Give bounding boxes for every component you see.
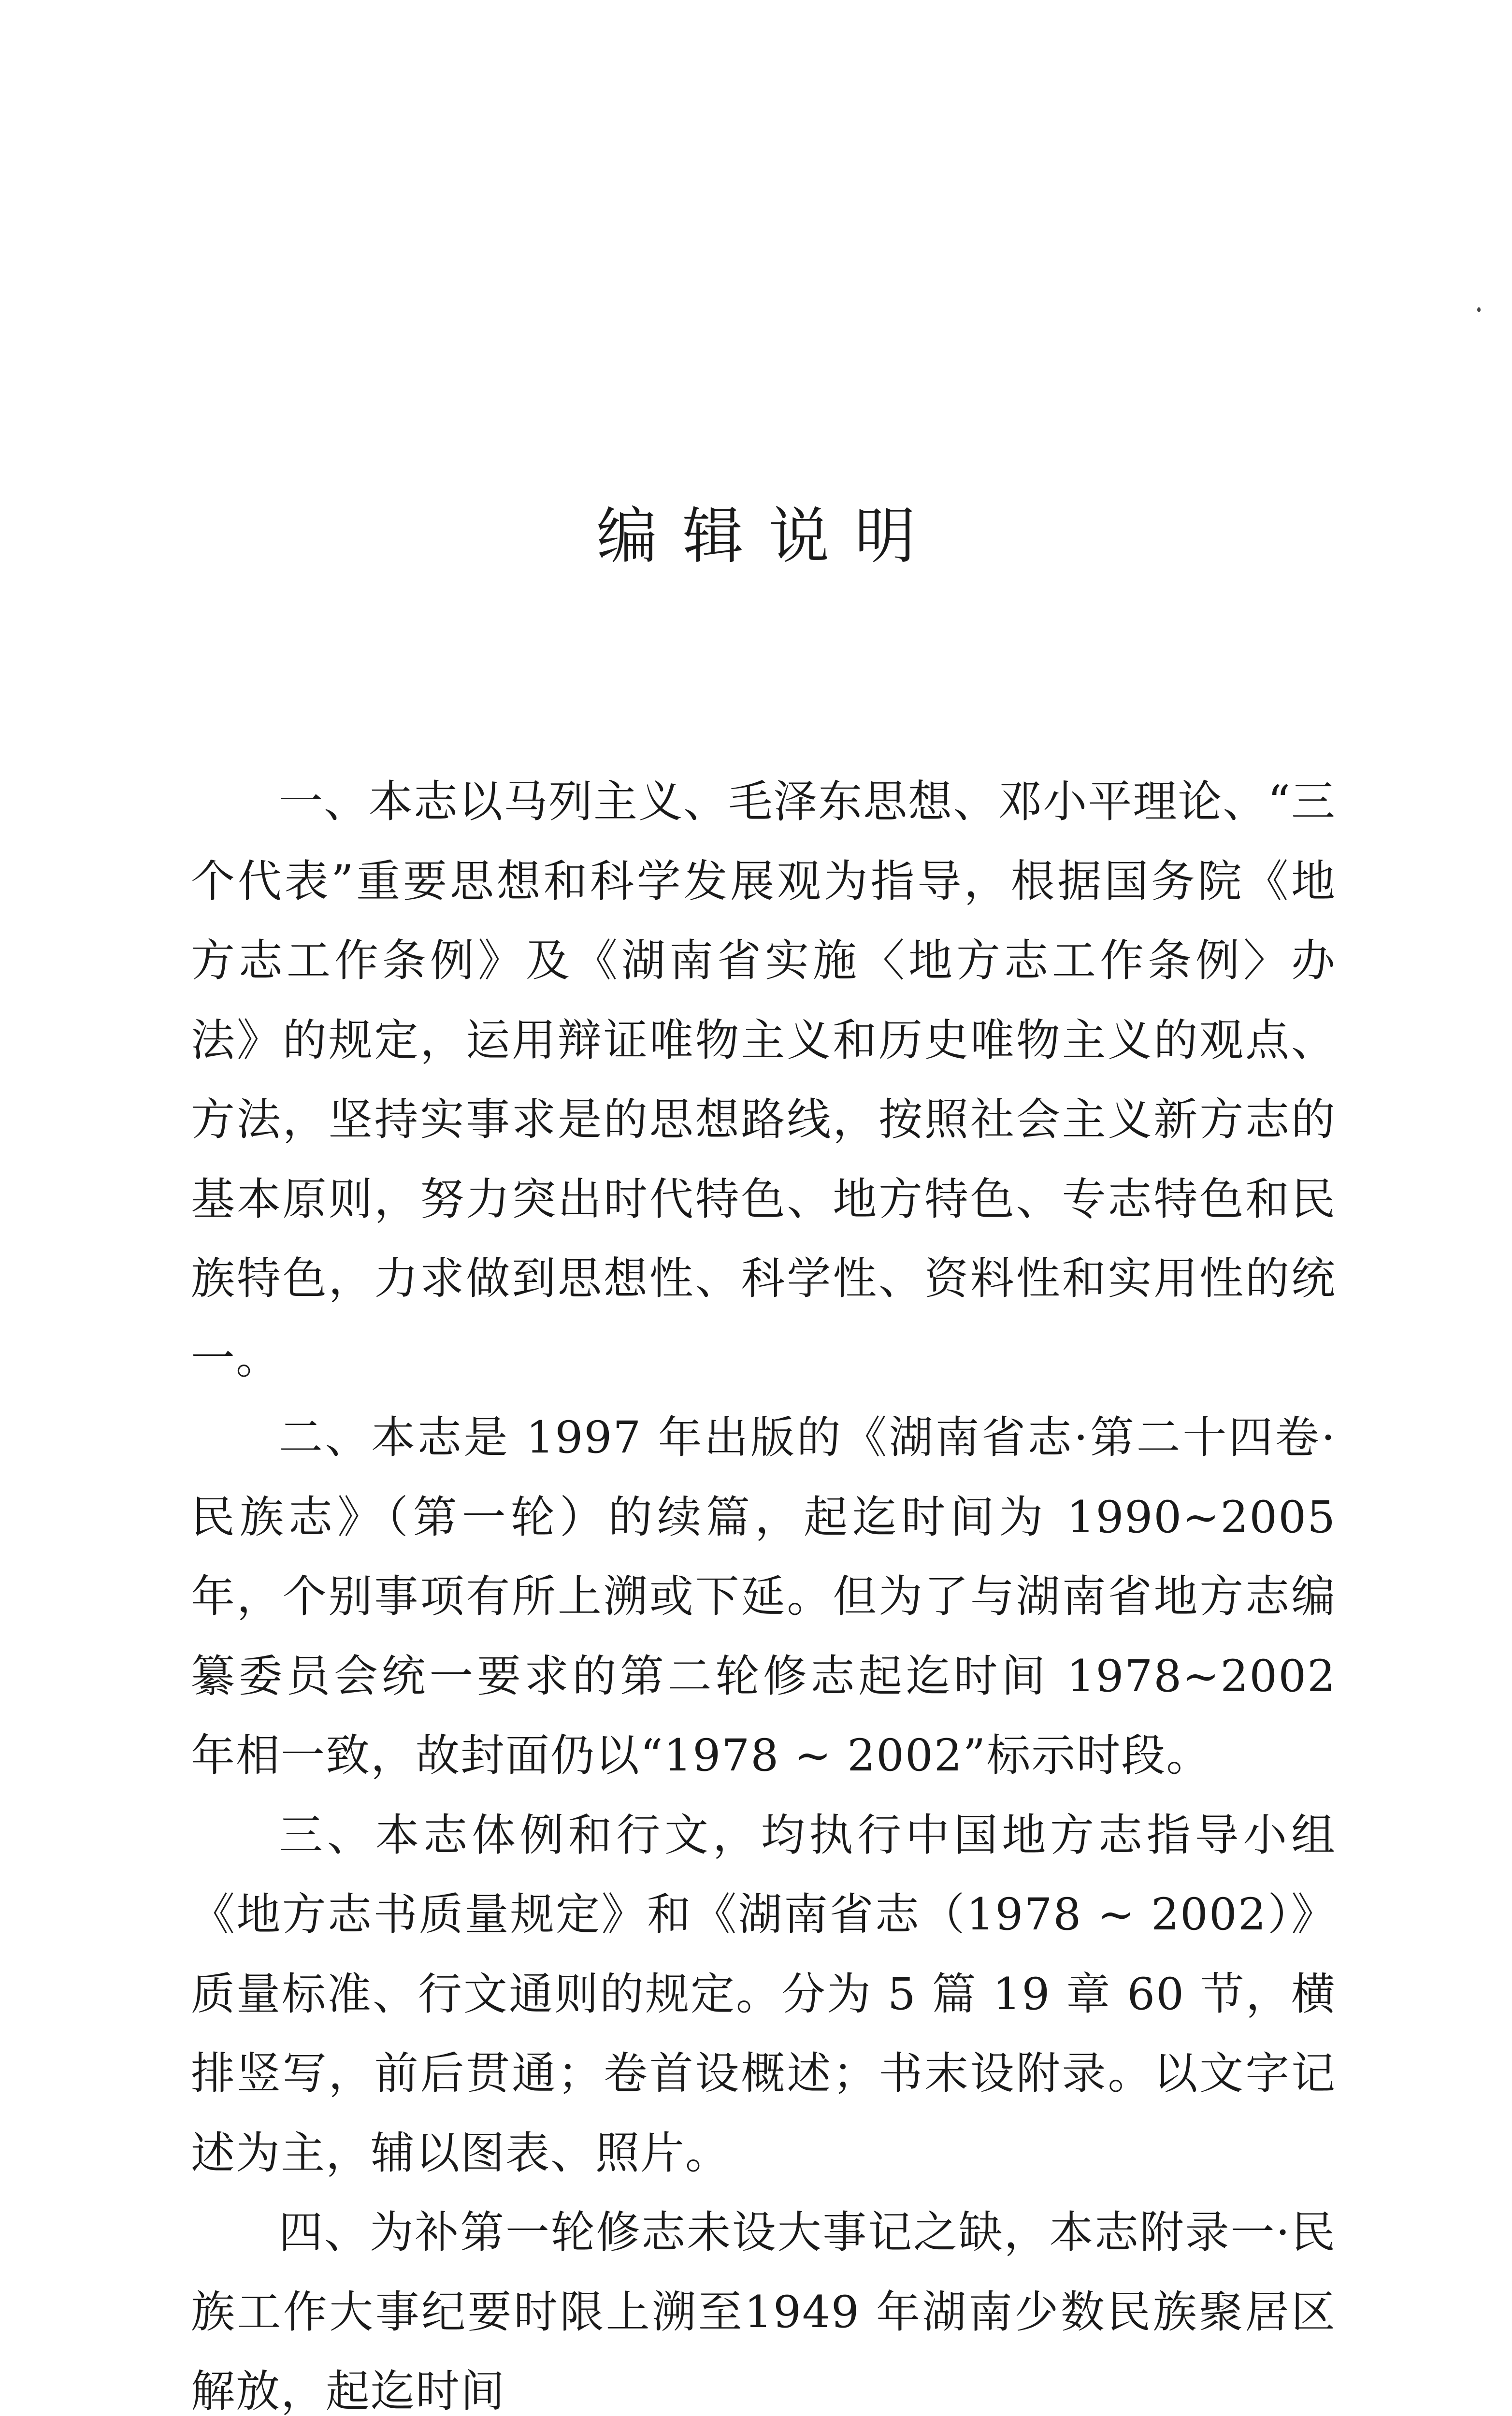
paragraph-4: 四、为补第一轮修志未设大事记之缺，本志附录一·民族工作大事纪要时限上溯至1949 年湖南少数民族聚居区解放，起迄时间 [191, 2207, 1336, 2416]
page-title: 编辑说明 [596, 501, 941, 572]
scan-speck [1477, 307, 1481, 312]
paragraph-1: 一、本志以马列主义、毛泽东思想、邓小平理论、“三个代表”重要思想和科学发展观为指导，根据国务院《地方志工作条例》及《湖南省实施〈地方志工作条例〉办法》的规定，运用辩证唯物主义和历史唯物主义的观点、方法，坚持实事求是的思想路线，按照社会主义新方志的基本原则，努力突出时代特色、地方特色、专志特色和民族特色，力求做到思想性、科学性、资料性和实用性的统一。 [191, 777, 1336, 1384]
paragraph-2: 二、本志是 1997 年出版的《湖南省志·第二十四卷·民族志》（第一轮）的续篇，起迄时间为 1990~2005 年，个别事项有所上溯或下延。但为了与湖南省地方志编纂委员会统一要求的第二轮修志起迄时间 1978~2002 年相一致，故封面仍以“1978 ~ 2002”标示时段。 [191, 1412, 1336, 1781]
paragraph-3: 三、本志体例和行文，均执行中国地方志指导小组《地方志书质量规定》和《湖南省志（1978 ~ 2002）》质量标准、行文通则的规定。分为 5 篇 19 章 60 节，横排竖写，前后贯通；卷首设概述；书末设附录。以文字记述为主，辅以图表、照片。 [191, 1810, 1336, 2179]
body-text [191, 762, 1336, 2416]
